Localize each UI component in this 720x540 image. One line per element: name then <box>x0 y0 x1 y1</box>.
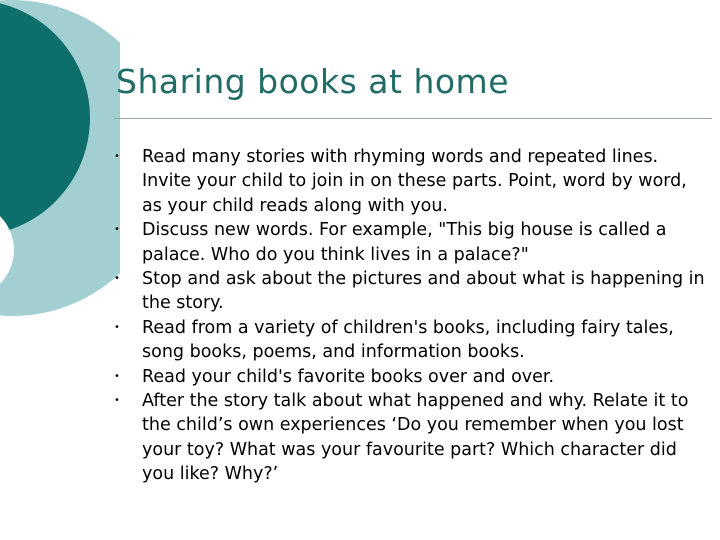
list-item-text: Stop and ask about the pictures and about what is happening in the story. <box>142 269 705 314</box>
bullet-icon: • <box>114 151 120 162</box>
list-item <box>110 145 710 218</box>
list-item-text: Discuss new words. For example, "This big house is called a palace. Who do you think lives in a palace?" <box>142 220 667 265</box>
list-item-text: Read many stories with rhyming words and repeated lines. Invite your child to join in on these parts. Point, word by word, as your child reads along with you. <box>142 147 687 216</box>
list-item <box>110 316 710 365</box>
bullet-icon: • <box>114 273 120 285</box>
slide-title: Sharing books at home <box>116 62 509 101</box>
title-divider <box>114 118 712 119</box>
bullet-icon: • <box>114 370 120 382</box>
decorative-circles <box>0 0 120 340</box>
list-item <box>110 389 710 487</box>
list-item-text: Read from a variety of children's books, including fairy tales, song books, poems, and information books. <box>142 317 674 363</box>
bullet-icon: • <box>114 321 120 333</box>
list-item-text: Read your child's favorite books over and over. <box>142 366 555 387</box>
list-item-text: After the story talk about what happened and why. Relate it to the child’s own experiences ‘Do you remember when you lost your toy? What was your favourite part? Which character did you like? Why?’ <box>142 391 689 485</box>
list-item <box>110 365 710 389</box>
bullet-icon: • <box>114 224 120 236</box>
bullet-list <box>110 145 710 487</box>
list-item <box>110 218 710 267</box>
list-item <box>110 267 710 316</box>
bullet-icon: • <box>114 395 120 407</box>
